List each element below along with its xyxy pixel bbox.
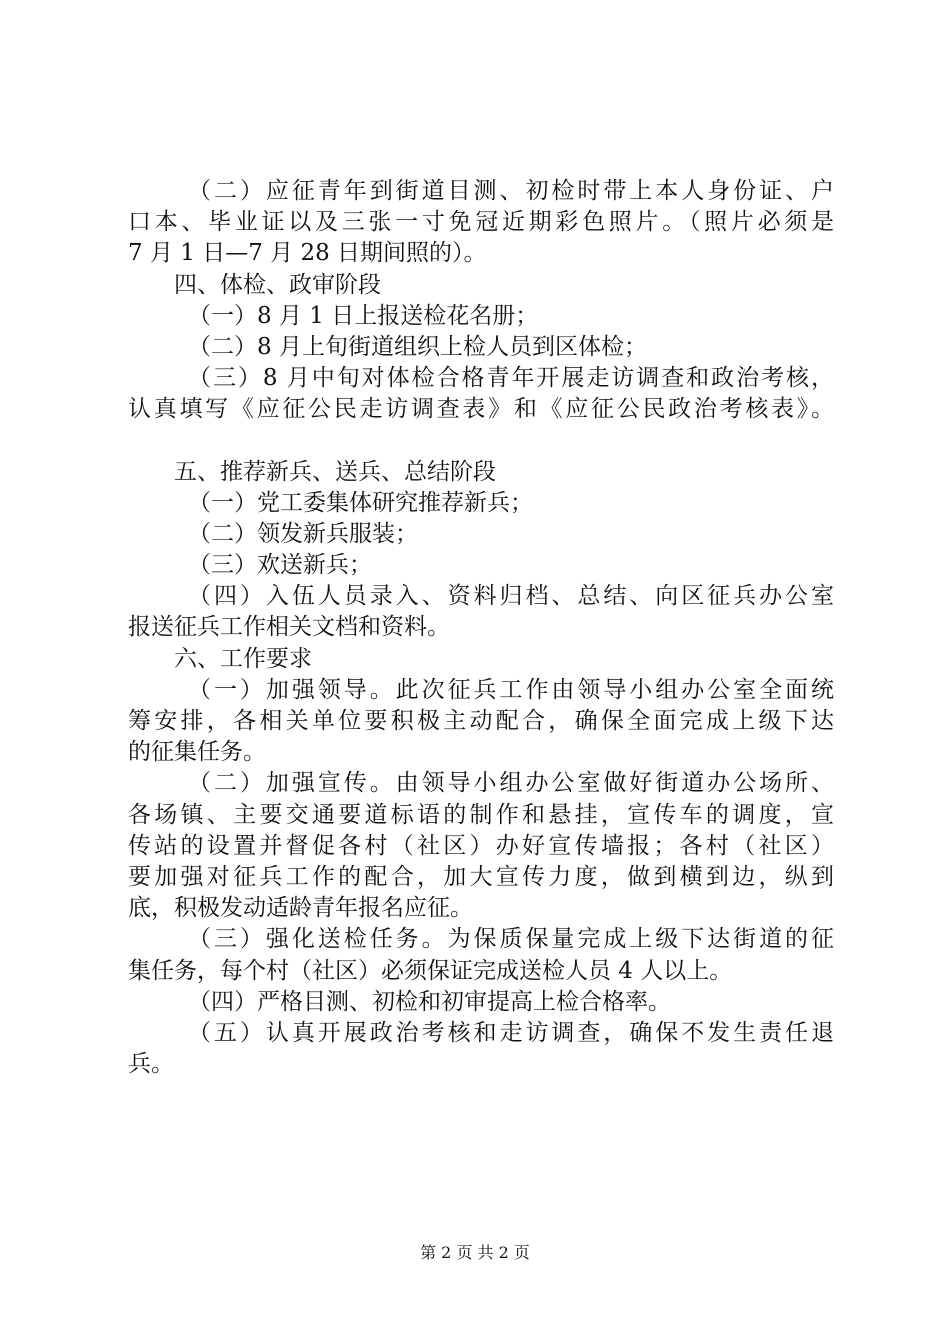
paragraph-line: 各场镇、主要交通要道标语的制作和悬挂，宣传车的调度，宣 <box>128 801 834 828</box>
section-gap <box>128 426 834 457</box>
list-item: （五）认真开展政治考核和走访调查，确保不发生责任退 <box>188 1019 834 1046</box>
list-item: （四）严格目测、初检和初审提高上检合格率。 <box>188 988 671 1015</box>
paragraph-line: 口本、毕业证以及三张一寸免冠近期彩色照片。（照片必须是 <box>128 209 834 236</box>
page-number-footer: 第 2 页 共 2 页 <box>420 1243 530 1262</box>
section-heading: 六、工作要求 <box>174 645 312 672</box>
paragraph-line: 报送征兵工作相关文档和资料。 <box>128 614 450 641</box>
paragraph-line: 的征集任务。 <box>128 739 266 766</box>
list-item: （三）强化送检任务。为保质保量完成上级下达街道的征 <box>188 926 834 953</box>
list-item: （四）入伍人员录入、资料归档、总结、向区征兵办公室 <box>188 583 834 610</box>
list-item: （一）党工委集体研究推荐新兵； <box>188 489 533 516</box>
list-item: （二）领发新兵服装； <box>188 520 418 547</box>
list-item: （一）加强领导。此次征兵工作由领导小组办公室全面统 <box>188 676 834 703</box>
list-item: （三）欢送新兵； <box>188 552 372 579</box>
paragraph-line: 集任务，每个村（社区）必须保证完成送检人员 4 人以上。 <box>128 957 733 984</box>
paragraph-line: 兵。 <box>128 1051 174 1078</box>
list-item: （二）加强宣传。由领导小组办公室做好街道办公场所、 <box>188 770 834 797</box>
document-body <box>128 176 834 1080</box>
paragraph-line: 底，积极发动适龄青年报名应征。 <box>128 895 473 922</box>
section-heading: 五、推荐新兵、送兵、总结阶段 <box>174 458 496 485</box>
paragraph-line: （二）应征青年到街道目测、初检时带上本人身份证、户 <box>188 178 834 204</box>
section-heading: 四、体检、政审阶段 <box>174 271 381 298</box>
paragraph-line: 认真填写《应征公民走访调查表》和《应征公民政治考核表》。 <box>128 396 834 423</box>
list-item: （二）8 月上旬街道组织上检人员到区体检； <box>188 333 647 360</box>
paragraph-line: 7 月 1 日—7 月 28 日期间照的）。 <box>128 240 487 267</box>
list-item: （一）8 月 1 日上报送检花名册； <box>188 302 539 329</box>
paragraph-line: 要加强对征兵工作的配合，加大宣传力度，做到横到边，纵到 <box>128 863 834 890</box>
paragraph-line: 筹安排，各相关单位要积极主动配合，确保全面完成上级下达 <box>128 708 834 734</box>
list-item: （三）8 月中旬对体检合格青年开展走访调查和政治考核， <box>188 365 834 392</box>
paragraph-line: 传站的设置并督促各村（社区）办好宣传墙报；各村（社区） <box>128 832 834 859</box>
